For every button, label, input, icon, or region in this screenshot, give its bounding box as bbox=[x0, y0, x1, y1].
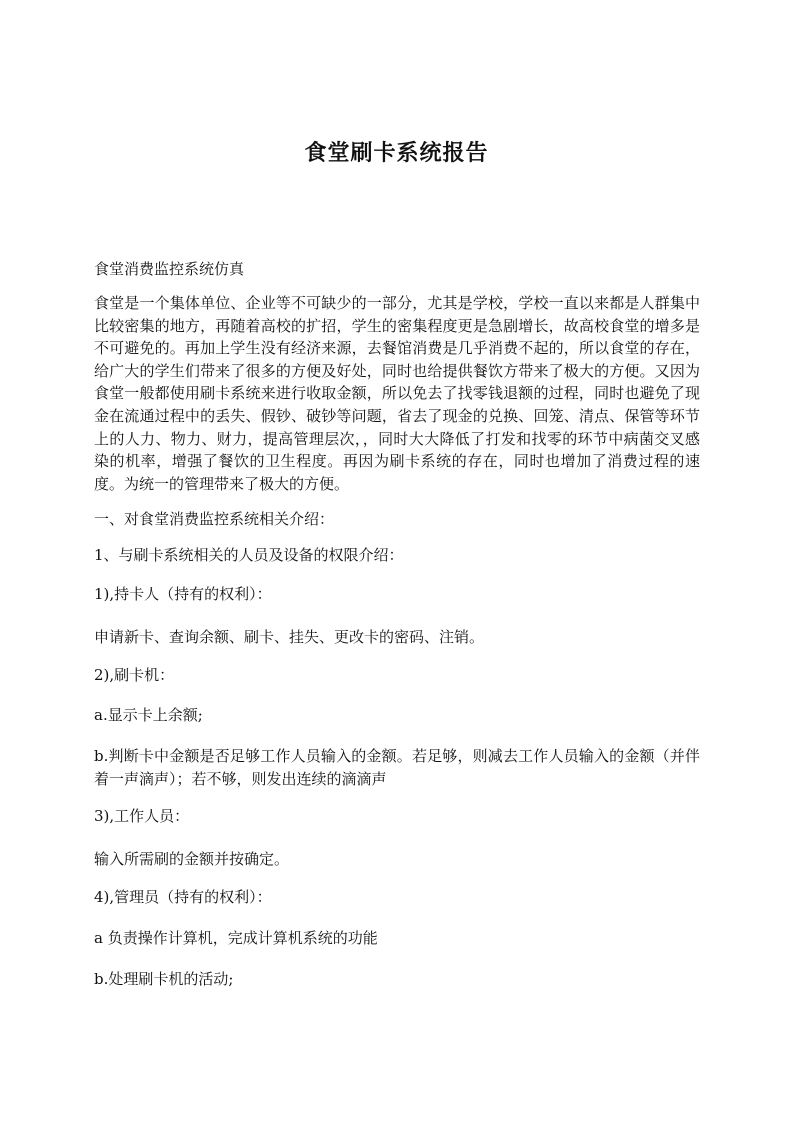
admin-heading: 4),管理员（持有的权利）： bbox=[94, 888, 272, 906]
subsection-heading-1: 1、与刷卡系统相关的人员及设备的权限介绍： bbox=[94, 546, 404, 564]
intro-paragraph: 食堂是一个集体单位、企业等不可缺少的一部分，尤其是学校，学校一直以来都是人群集中比较密集的地方，再随着高校的扩招，学生的密集程度更是急剧增长，故高校食堂的增多是不可避免的。再加上学生没有经济来源，去餐馆消费是几乎消费不起的，所以食堂的存在，给广大的学生们带来了很多的方便及好处，同时也给提供餐饮方带来了极大的方便。又因为食堂一般都使用刷卡系统来进行收取金额，所以免去了找零钱退额的过程，同时也避免了现金在流通过程中的丢失、假钞、破钞等问题，省去了现金的兑换、回笼、清点、保管等环节上的人力、物力、财力，提高管理层次，，同时大大降低了打发和找零的环节中病菌交叉感染的机率，增强了餐饮的卫生程度。再因为刷卡系统的存在，同时也增加了消费过程的速度。为统一的管理带来了极大的方便。 bbox=[94, 294, 700, 493]
card-reader-item-b: b.判断卡中金额是否足够工作人员输入的金额。若足够，则减去工作人员输入的金额（并伴着一声滴声）；若不够，则发出连续的滴滴声 bbox=[94, 747, 700, 788]
card-reader-item-a: a.显示卡上余额; bbox=[94, 706, 203, 724]
subtitle: 食堂消费监控系统仿真 bbox=[94, 260, 245, 278]
document-title: 食堂刷卡系统报告 bbox=[304, 141, 489, 166]
staff-heading: 3),工作人员： bbox=[94, 807, 190, 825]
staff-duty: 输入所需刷的金额并按确定。 bbox=[94, 850, 290, 868]
admin-item-a: a 负责操作计算机，完成计算机系统的功能 bbox=[94, 929, 378, 947]
section-heading-1: 一、对食堂消费监控系统相关介绍： bbox=[94, 510, 335, 528]
cardholder-heading: 1),持卡人（持有的权利）： bbox=[94, 585, 272, 603]
card-reader-heading: 2),刷卡机： bbox=[94, 666, 175, 684]
cardholder-rights: 申请新卡、查询余额、刷卡、挂失、更改卡的密码、注销。 bbox=[94, 628, 485, 646]
admin-item-b: b.处理刷卡机的活动; bbox=[94, 970, 234, 988]
